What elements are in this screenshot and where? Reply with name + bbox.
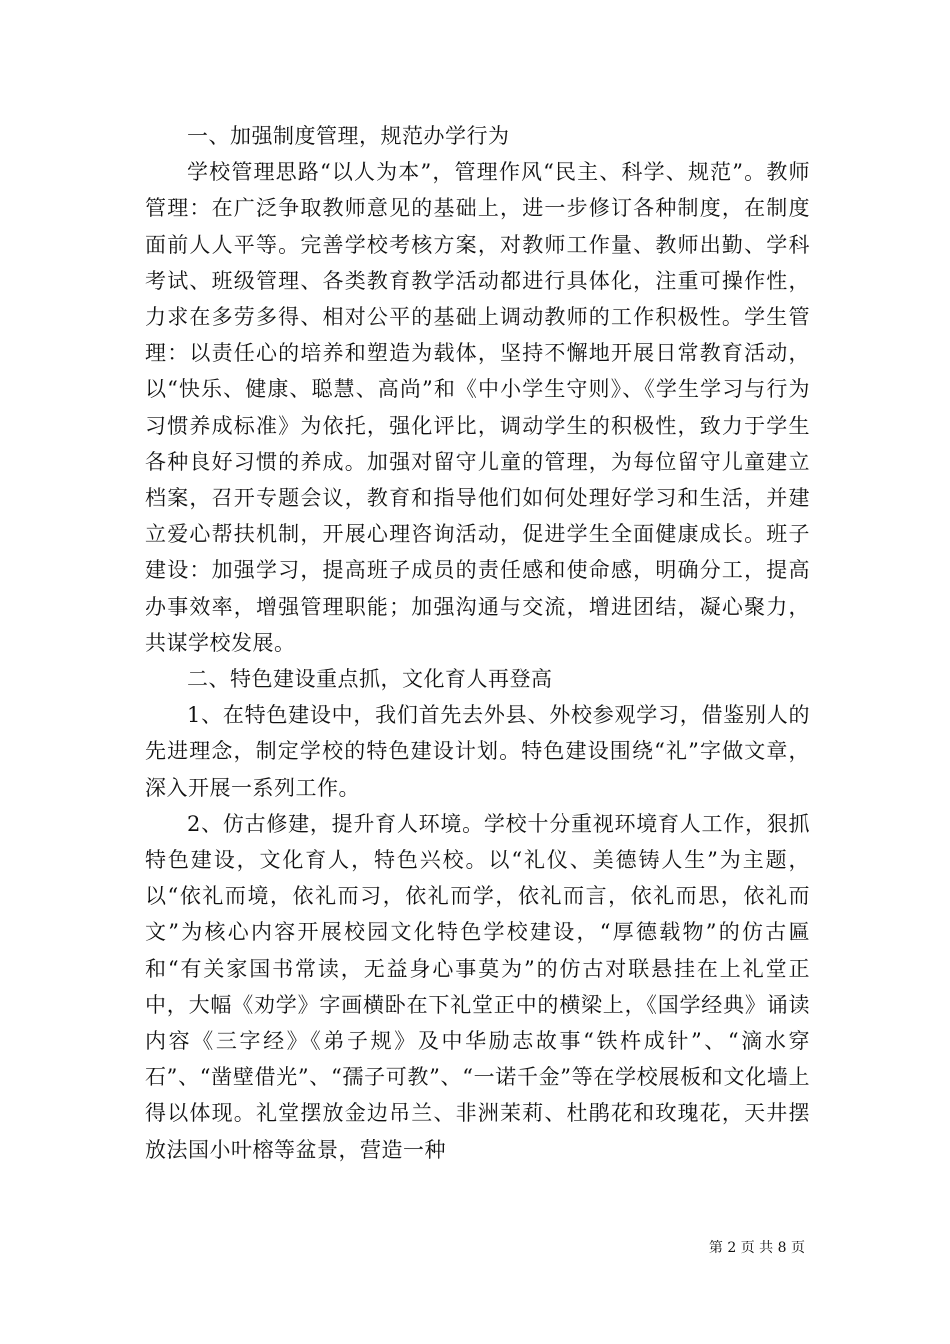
- section-heading-2: 二、特色建设重点抓，文化育人再登高: [187, 667, 553, 692]
- page-footer: 第 2 页 共 8 页: [708, 1240, 805, 1256]
- paragraph-feature-1: 1、在特色建设中，我们首先去外县、外校参观学习，借鉴别人的先进理念，制定学校的特色建设计划。特色建设围绕“礼”字做文章，深入开展一系列工作。: [145, 703, 810, 800]
- paragraph-management: 学校管理思路“以人为本”，管理作风“民主、科学、规范”。教师管理：在广泛争取教师意见的基础上，进一步修订各种制度，在制度面前人人平等。完善学校考核方案，对教师工作量、教师出勤、学科考试、班级管理、各类教育教学活动都进行具体化，注重可操作性，力求在多劳多得、相对公平的基础上调动教师的工作积极性。学生管理：以责任心的培养和塑造为载体，坚持不懈地开展日常教育活动，以“快乐、健康、聪慧、高尚”和《中小学生守则》、《学生学习与行为习惯养成标准》为依托，强化评比，调动学生的积极性，致力于学生各种良好习惯的养成。加强对留守儿童的管理，为每位留守儿童建立档案，召开专题会议，教育和指导他们如何处理好学习和生活，并建立爱心帮扶机制，开展心理咨询活动，促进学生全面健康成长。班子建设：加强学习，提高班子成员的责任感和使命感，明确分工，提高办事效率，增强管理职能；加强沟通与交流，增进团结，凝心聚力，共谋学校发展。: [145, 160, 810, 655]
- paragraph-feature-2: 2、仿古修建，提升育人环境。学校十分重视环境育人工作，狠抓特色建设，文化育人，特色兴校。以“礼仪、美德铸人生”为主题，以“依礼而境，依礼而习，依礼而学，依礼而言，依礼而思，依礼而文”为核心内容开展校园文化特色学校建设，“厚德载物”的仿古匾和“有关家国书常读，无益身心事莫为”的仿古对联悬挂在上礼堂正中，大幅《劝学》字画横卧在下礼堂正中的横梁上，《国学经典》诵读内容《三字经》《弟子规》及中华励志故事“铁杵成针”、“滴水穿石”、“凿壁借光”、“孺子可教”、“一诺千金”等在学校展板和文化墙上得以体现。礼堂摆放金边吊兰、非洲茉莉、杜鹃花和玫瑰花，天井摆放法国小叶榕等盆景，营造一种: [145, 811, 810, 1162]
- document-body: [145, 118, 810, 1168]
- section-heading-1: 一、加强制度管理，规范办学行为: [187, 124, 510, 148]
